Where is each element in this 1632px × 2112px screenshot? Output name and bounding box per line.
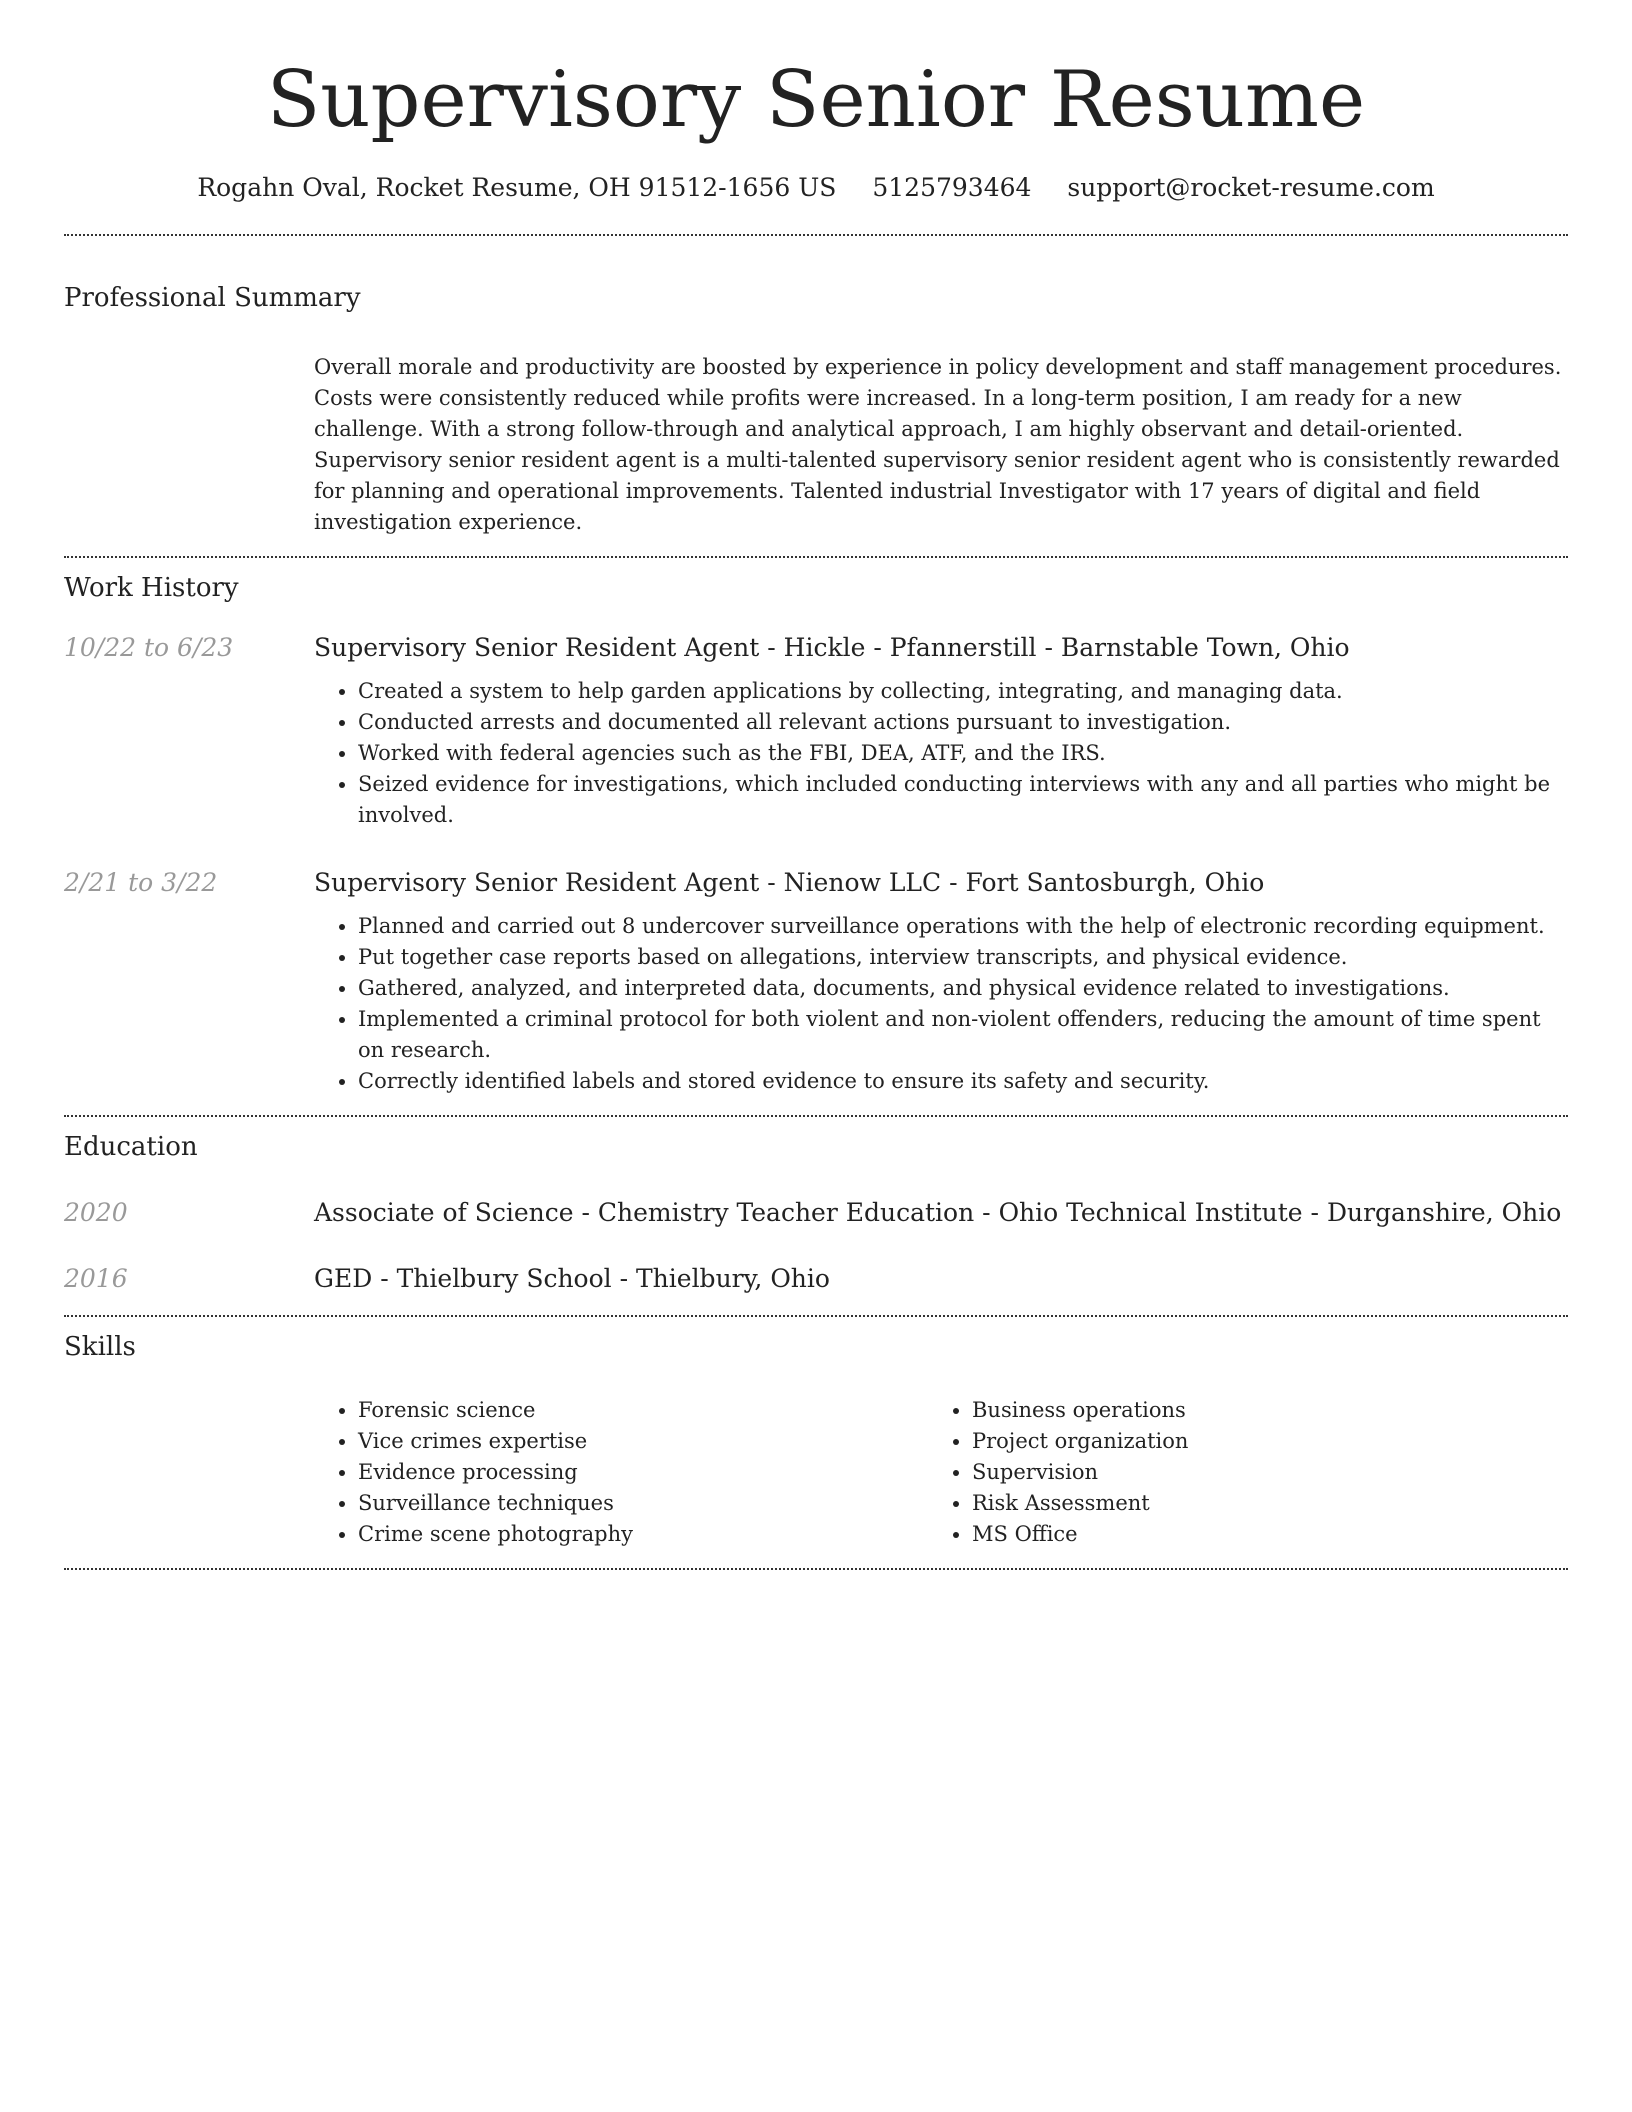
school-location: Thielbury, Ohio [636, 1264, 830, 1293]
skill-item: • Project organization [972, 1426, 1542, 1457]
section-divider [64, 1315, 1568, 1317]
page-title: Supervisory Senior Resume [266, 55, 1366, 145]
job-title: Supervisory Senior Resident Agent [314, 633, 760, 662]
heading-separator: - [1310, 1198, 1327, 1227]
degree: Associate of Science [314, 1198, 574, 1227]
degree: GED [314, 1264, 373, 1293]
job-company: Hickle - Pfannerstill [783, 633, 1037, 662]
list-item: • Created a system to help garden applications by collecting, integrating, and managing data. [358, 676, 1568, 707]
heading-separator: - [767, 868, 784, 897]
job-location: Barnstable Town, Ohio [1060, 633, 1350, 662]
education-entry [64, 1195, 1568, 1231]
section-divider [64, 234, 1568, 236]
list-item: • Put together case reports based on allegations, interview transcripts, and physical evidence. [358, 942, 1568, 973]
list-item: • Conducted arrests and documented all relevant actions pursuant to investigation. [358, 707, 1568, 738]
job-company: Nienow LLC [783, 868, 942, 897]
list-item: • Worked with federal agencies such as the FBI, DEA, ATF, and the IRS. [358, 738, 1568, 769]
work-entry-body [314, 630, 1568, 831]
section-divider [64, 556, 1568, 558]
work-entry-body [314, 865, 1568, 1097]
contact-email: support@rocket-resume.com [1067, 173, 1435, 202]
contact-line [64, 170, 1568, 206]
work-entry [64, 865, 1568, 1115]
heading-separator: - [380, 1264, 397, 1293]
skill-item: • Business operations [972, 1395, 1542, 1426]
heading-separator: - [982, 1198, 999, 1227]
education-entry-heading [314, 1261, 1568, 1297]
education-entry-body [314, 1261, 1568, 1297]
skills-heading: Skills [64, 1332, 136, 1362]
heading-separator: - [619, 1264, 636, 1293]
work-bullets [314, 676, 1568, 831]
work-history-heading: Work History [64, 573, 239, 603]
skill-item: • Surveillance techniques [358, 1488, 928, 1519]
field-of-study: Chemistry Teacher Education [597, 1198, 975, 1227]
education-entry [64, 1261, 1568, 1315]
skill-item: • Risk Assessment [972, 1488, 1542, 1519]
skills-list-right [928, 1395, 1542, 1550]
school-name: Thielbury School [396, 1264, 612, 1293]
education-entry-heading [314, 1195, 1568, 1231]
list-item: • Gathered, analyzed, and interpreted data, documents, and physical evidence related to investigations. [358, 973, 1568, 1004]
section-divider [64, 1115, 1568, 1117]
work-entry [64, 630, 1568, 831]
skill-item: • Evidence processing [358, 1457, 928, 1488]
list-item: • Seized evidence for investigations, which included conducting interviews with any and all parties who might be involved. [358, 769, 1568, 831]
job-location: Fort Santosburgh, Ohio [965, 868, 1265, 897]
heading-separator: - [1044, 633, 1061, 662]
heading-separator: - [949, 868, 966, 897]
list-item: • Planned and carried out 8 undercover surveillance operations with the help of electronic recording equipment. [358, 911, 1568, 942]
contact-address: Rogahn Oval, Rocket Resume, OH 91512-1656 US [197, 173, 837, 202]
contact-phone: 5125793464 [872, 173, 1032, 202]
education-year: 2020 [64, 1198, 128, 1227]
skill-item: • Crime scene photography [358, 1519, 928, 1550]
work-bullets [314, 911, 1568, 1097]
education-year: 2016 [64, 1264, 128, 1293]
skill-item: • Vice crimes expertise [358, 1426, 928, 1457]
list-item: • Correctly identified labels and stored evidence to ensure its safety and security. [358, 1066, 1568, 1097]
work-dates: 2/21 to 3/22 [64, 868, 218, 897]
school-name: Ohio Technical Institute [998, 1198, 1303, 1227]
heading-separator: - [767, 633, 784, 662]
work-entry-heading [314, 630, 1568, 666]
heading-separator: - [581, 1198, 598, 1227]
resume-page [64, 0, 1568, 1570]
skills-columns [314, 1395, 1568, 1568]
job-title: Supervisory Senior Resident Agent [314, 868, 760, 897]
work-dates: 10/22 to 6/23 [64, 633, 234, 662]
skill-item: • MS Office [972, 1519, 1542, 1550]
education-entry-body [314, 1195, 1568, 1231]
skill-item: • Supervision [972, 1457, 1542, 1488]
list-item: • Implemented a criminal protocol for both violent and non-violent offenders, reducing the amount of time spent on research. [358, 1004, 1568, 1066]
skills-list-left [314, 1395, 928, 1550]
summary-heading: Professional Summary [64, 283, 361, 313]
education-heading: Education [64, 1132, 198, 1162]
school-location: Durganshire, Ohio [1326, 1198, 1562, 1227]
skill-item: • Forensic science [358, 1395, 928, 1426]
summary-text: Overall morale and productivity are boosted by experience in policy development and staff management procedures. Costs were consistently reduced while profits were increased. In a long-term position, I am ready for a new challenge. With a strong follow-through and analytical approach, I am highly observant and detail-oriented. Supervisory senior resident agent is a multi-talented supervisory senior resident agent who is consistently rewarded for planning and operational improvements. Talented industrial Investigator with 17 years of digital and field investigation experience. [314, 355, 1562, 534]
work-entry-heading [314, 865, 1568, 901]
section-divider [64, 1568, 1568, 1570]
